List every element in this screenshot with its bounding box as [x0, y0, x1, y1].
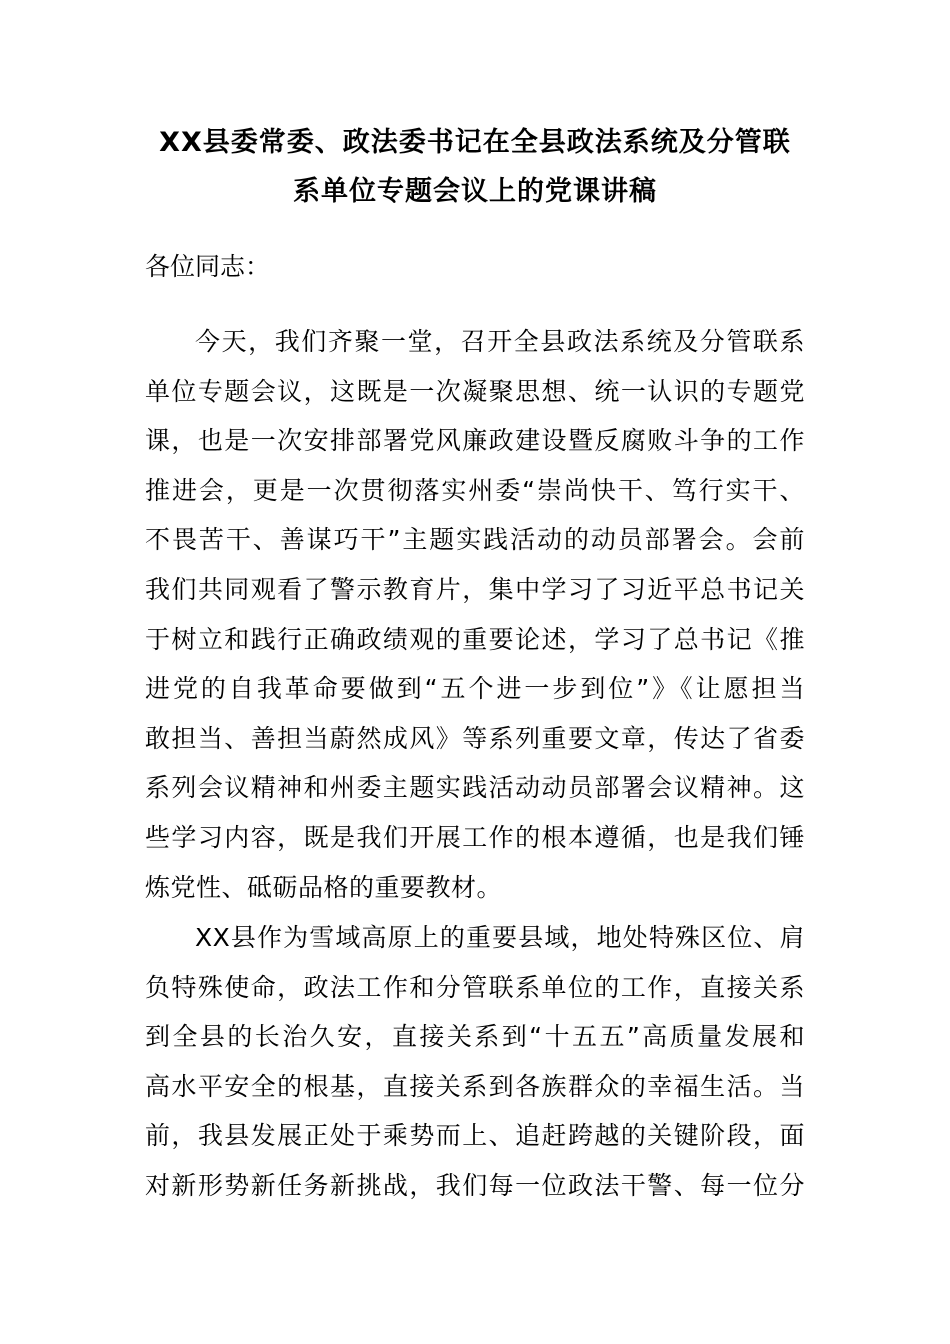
document-title-line-2: 系单位专题会议上的党课讲稿	[293, 176, 657, 207]
paragraph-1-line: 于树立和践行正确政绩观的重要论述，学习了总书记《推	[145, 624, 805, 654]
paragraph-1-line: 些学习内容，既是我们开展工作的根本遵循，也是我们锤	[145, 823, 805, 852]
paragraph-2-line: 到全县的长治久安，直接关系到“十五五”高质量发展和	[145, 1022, 805, 1052]
salutation: 各位同志：	[145, 252, 271, 281]
document-title-line-1: XX县委常委、政法委书记在全县政法系统及分管联	[159, 127, 791, 158]
paragraph-1-line: 单位专题会议，这既是一次凝聚思想、统一认识的专题党	[145, 376, 805, 406]
paragraph-2-line: 负特殊使命，政法工作和分管联系单位的工作，直接关系	[145, 972, 805, 1002]
paragraph-1-line: 我们共同观看了警示教育片，集中学习了习近平总书记关	[145, 575, 805, 604]
paragraph-1-line: 进党的自我革命要做到“五个进一步到位”》《让愿担当	[145, 674, 805, 704]
paragraph-1-line: 推进会，更是一次贯彻落实州委“崇尚快干、笃行实干、	[145, 475, 805, 505]
paragraph-2-line: 高水平安全的根基，直接关系到各族群众的幸福生活。当	[145, 1071, 805, 1101]
paragraph-1-line: 系列会议精神和州委主题实践活动动员部署会议精神。这	[145, 773, 805, 803]
paragraph-2-line: 前，我县发展正处于乘势而上、追赶跨越的关键阶段，面	[145, 1121, 805, 1151]
paragraph-1-line: 敢担当、善担当蔚然成风》等系列重要文章，传达了省委	[145, 723, 805, 753]
paragraph-2-line: 对新形势新任务新挑战，我们每一位政法干警、每一位分	[145, 1171, 805, 1200]
paragraph-2-line: XX县作为雪域高原上的重要县域，地处特殊区位、肩	[195, 923, 805, 952]
paragraph-1-line: 今天，我们齐聚一堂，召开全县政法系统及分管联系	[195, 327, 805, 356]
paragraph-1-line: 炼党性、砥砺品格的重要教材。	[145, 872, 503, 902]
paragraph-1-line: 课，也是一次安排部署党风廉政建设暨反腐败斗争的工作	[145, 426, 805, 456]
paragraph-1-line: 不畏苦干、善谋巧干”主题实践活动的动员部署会。会前	[145, 525, 805, 555]
